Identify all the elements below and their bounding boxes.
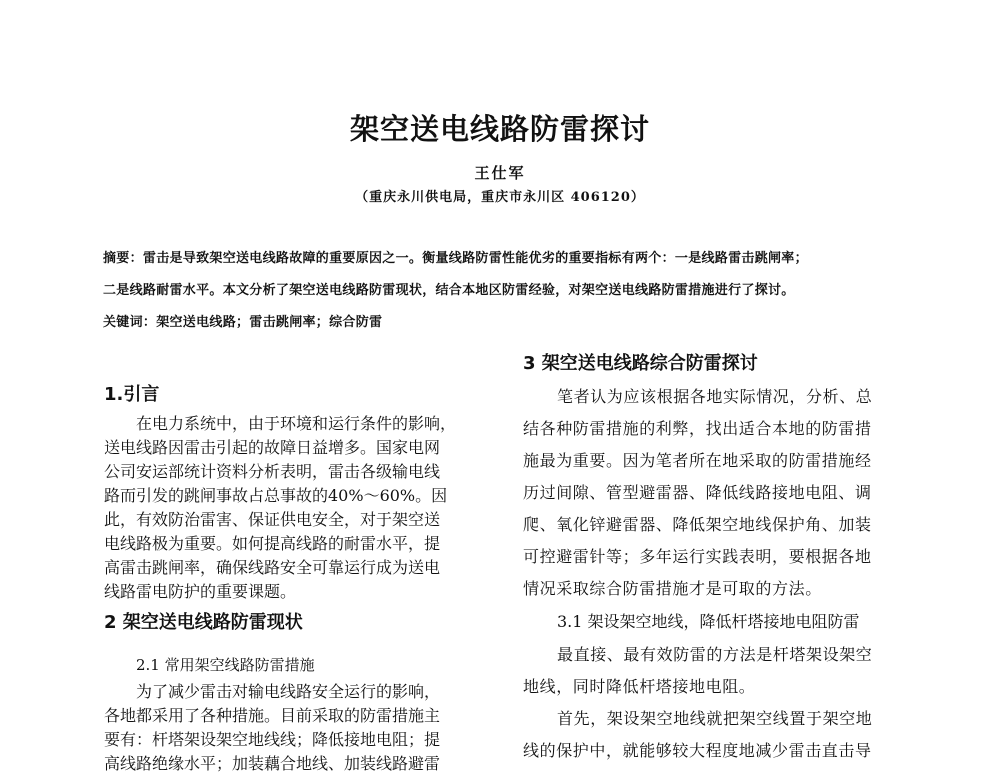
right-column	[523, 347, 908, 767]
section-heading: 3 架空送电线路综合防雷探讨	[523, 353, 758, 374]
body-line: 最直接、最有效防雷的方法是杆塔架设架空	[557, 645, 873, 664]
body-line: 线的保护中，就能够较大程度地减少雷击直击导	[523, 741, 872, 760]
body-line: 线路雷电防护的重要课题。	[104, 582, 297, 601]
abstract-line: 二是线路耐雷水平。本文分析了架空送电线路防雷现状，结合本地区防雷经验，对架空送电线路防雷措施进行了探讨。	[103, 283, 795, 298]
abstract-line: 摘要：雷击是导致架空送电线路故障的重要原因之一。衡量线路防雷性能优劣的重要指标有两个：一是线路雷击跳闸率；	[103, 251, 808, 266]
body-line: 送电线路因雷击引起的故障日益增多。国家电网	[104, 438, 441, 457]
body-line: 高雷击跳闸率，确保线路安全可靠运行成为送电	[104, 558, 441, 577]
body-line: 首先，架设架空地线就把架空线置于架空地	[557, 709, 873, 728]
body-line: 地线，同时降低杆塔接地电阻。	[523, 677, 756, 696]
body-line: 此，有效防治雷害、保证供电安全，对于架空送	[104, 510, 441, 529]
body-line: 结各种防雷措施的利弊，找出适合本地的防雷措	[523, 419, 872, 438]
body-line: 情况采取综合防雷措施才是可取的方法。	[523, 579, 822, 598]
author-name: 王仕军	[474, 164, 526, 182]
body-line: 电线路极为重要。如何提高线路的耐雷水平，提	[104, 534, 441, 553]
body-line: 为了减少雷击对输电线路安全运行的影响，	[136, 682, 441, 701]
section-heading: 2 架空送电线路防雷现状	[104, 612, 303, 633]
subsection-heading: 2.1 常用架空线路防雷措施	[136, 656, 315, 674]
section-heading: 1.引言	[104, 384, 160, 405]
body-line: 笔者认为应该根据各地实际情况，分析、总	[557, 387, 873, 406]
body-line: 历过间隙、管型避雷器、降低线路接地电阻、调	[523, 483, 872, 502]
body-line: 施最为重要。因为笔者所在地采取的防雷措施经	[523, 451, 872, 470]
keywords: 关键词：架空送电线路；雷击跳闸率；综合防雷	[103, 315, 383, 330]
author-affiliation: （重庆永川供电局，重庆市永川区 406120）	[355, 190, 645, 205]
left-column	[104, 378, 499, 776]
body-line: 路而引发的跳闸事故占总事故的40%～60%。因	[104, 486, 448, 505]
body-line: 可控避雷针等；多年运行实践表明，要根据各地	[523, 547, 872, 566]
subsection-heading: 3.1 架设架空地线，降低杆塔接地电阻防雷	[557, 612, 860, 631]
paper-title: 架空送电线路防雷探讨	[349, 112, 650, 146]
body-line: 高线路绝缘水平；加装藕合地线、加装线路避雷	[104, 754, 441, 773]
body-line: 要有：杆塔架设架空地线线；降低接地电阻；提	[104, 730, 441, 749]
spacer	[104, 638, 499, 650]
body-line: 公司安运部统计资料分析表明，雷击各级输电线	[104, 462, 441, 481]
body-line: 在电力系统中，由于环境和运行条件的影响，	[136, 414, 457, 433]
body-line: 爬、氧化锌避雷器、降低架空地线保护角、加装	[523, 515, 872, 534]
body-line: 各地都采用了各种措施。目前采取的防雷措施主	[104, 706, 441, 725]
